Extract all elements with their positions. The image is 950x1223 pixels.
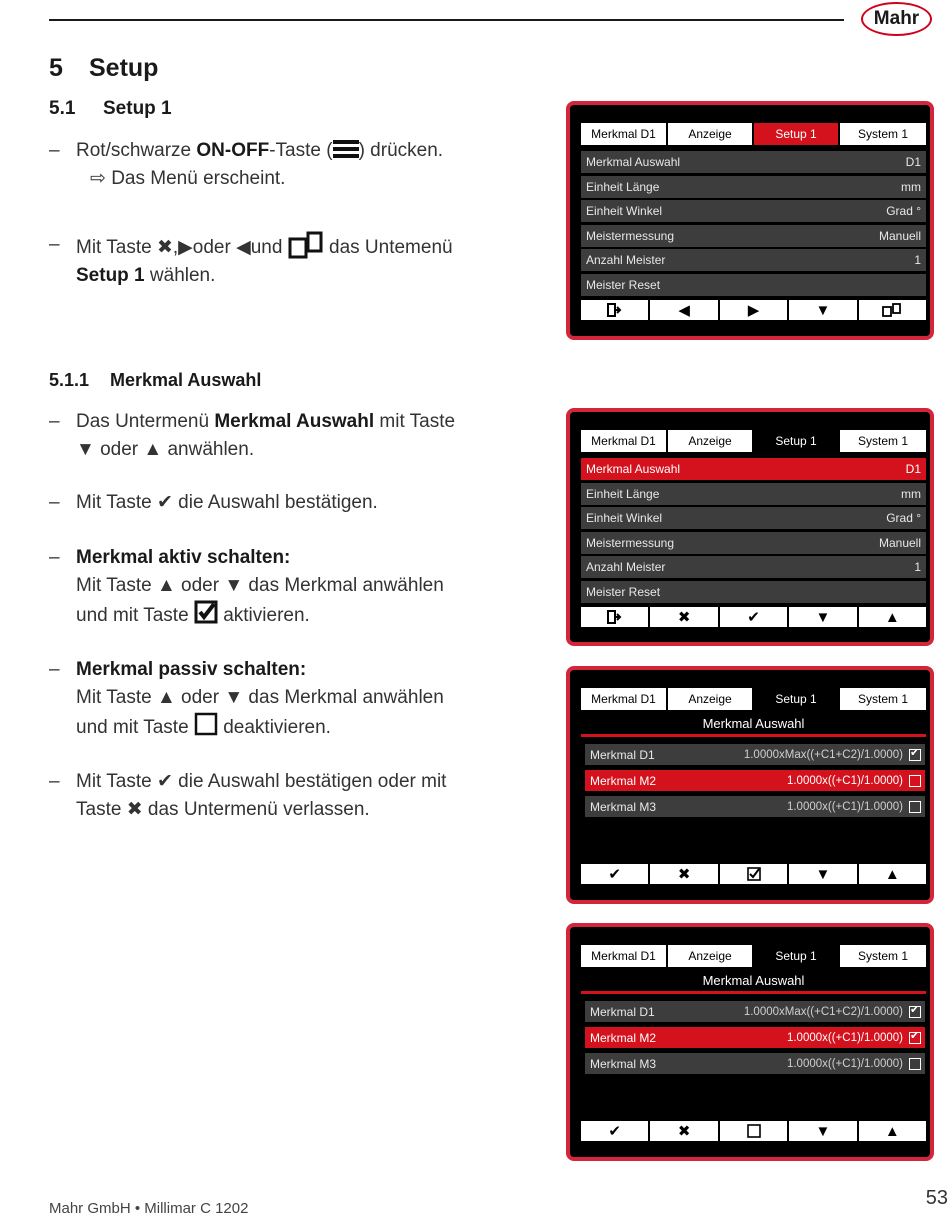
instruction-step-on-off: – Rot/schwarze ON-OFF-Taste ( ) drücken. ⇨ Das Menü erscheint.	[49, 140, 444, 189]
checkbox-empty-icon[interactable]	[909, 775, 921, 787]
device-screen-row-selected	[566, 408, 934, 646]
instruction-step-select-setup1: – Mit Taste ✖,▶oder ◀und das Untemenü Setup 1 wählen.	[49, 231, 489, 290]
check-icon: ✔	[156, 492, 173, 513]
checkbox-empty-icon[interactable]	[909, 801, 921, 813]
tab-system1[interactable]: System 1	[840, 430, 926, 452]
subsection-heading	[49, 98, 172, 120]
instruction-merkmal-select: – Das Untermenü Merkmal Auswahl mit Taste ▼ oder ▲ anwählen.	[49, 411, 456, 460]
up-arrow-icon[interactable]: ▲	[859, 607, 926, 627]
tab-system1[interactable]: System 1	[840, 123, 926, 145]
merkmal-row-m2[interactable]: Merkmal M2 1.0000x((+C1)/1.0000) ✔	[585, 1027, 925, 1048]
menu-row-einheit-laenge[interactable]: Einheit Länge mm	[581, 176, 926, 198]
setup-menu-list	[581, 458, 926, 605]
tab-system1[interactable]: System 1	[840, 688, 926, 710]
menu-row-anzahl-meister[interactable]: Anzahl Meister 1	[581, 249, 926, 271]
checkbox-checked-icon[interactable]	[720, 864, 787, 884]
down-arrow-icon[interactable]: ▼	[789, 1121, 856, 1141]
tab-anzeige[interactable]: Anzeige	[668, 430, 754, 452]
section-title: Setup	[89, 54, 159, 82]
function-key-bar	[581, 864, 926, 884]
tab-merkmal-d1[interactable]: Merkmal D1	[581, 688, 668, 710]
down-arrow-icon[interactable]: ▼	[789, 607, 856, 627]
right-arrow-icon: ▶	[178, 237, 193, 258]
subsubsection-title: Merkmal Auswahl	[110, 370, 262, 390]
merkmal-list	[585, 1001, 925, 1079]
device-screen-merkmal-list-after	[566, 923, 934, 1161]
menu-row-einheit-winkel[interactable]: Einheit Winkel Grad °	[581, 507, 926, 529]
up-arrow-icon[interactable]: ▲	[859, 864, 926, 884]
cross-icon: ✖	[156, 237, 173, 258]
subsubsection-heading	[49, 370, 261, 391]
instruction-confirm-or-exit: – Mit Taste ✔ die Auswahl bestätigen oder mit Taste ✖ das Untermenü verlassen.	[49, 771, 447, 820]
left-arrow-icon[interactable]: ◀	[650, 300, 717, 320]
screen-tab-bar	[581, 123, 926, 145]
instruction-confirm: – Mit Taste ✔ die Auswahl bestätigen.	[49, 492, 378, 513]
menu-row-meister-reset[interactable]: Meister Reset	[581, 581, 926, 603]
check-icon[interactable]: ✔	[581, 1121, 648, 1141]
tab-setup1[interactable]: Setup 1	[754, 945, 840, 967]
menu-row-meister-reset[interactable]: Meister Reset	[581, 274, 926, 296]
menu-result-text: ⇨ Das Menü erscheint.	[90, 168, 286, 189]
merkmal-auswahl-title: Merkmal Auswahl	[581, 712, 926, 737]
cross-icon[interactable]: ✖	[650, 1121, 717, 1141]
header-rule	[49, 19, 844, 21]
right-arrow-icon[interactable]: ▶	[720, 300, 787, 320]
check-icon[interactable]: ✔	[720, 607, 787, 627]
function-key-bar	[581, 607, 926, 627]
screen-tab-bar	[581, 688, 926, 710]
exit-icon[interactable]	[581, 300, 648, 320]
down-arrow-icon[interactable]: ▼	[789, 864, 856, 884]
left-arrow-icon: ◀	[236, 237, 251, 258]
subsubsection-number: 5.1.1	[49, 370, 90, 390]
tab-anzeige[interactable]: Anzeige	[668, 945, 754, 967]
merkmal-row-m2[interactable]: Merkmal M2 1.0000x((+C1)/1.0000)	[585, 770, 925, 791]
screen-tab-bar	[581, 945, 926, 967]
check-icon[interactable]: ✔	[581, 864, 648, 884]
menu-row-anzahl-meister[interactable]: Anzahl Meister 1	[581, 556, 926, 578]
merkmal-row-d1[interactable]: Merkmal D1 1.0000xMax((+C1+C2)/1.0000) ✔	[585, 744, 925, 765]
cross-icon[interactable]: ✖	[650, 864, 717, 884]
merkmal-row-m3[interactable]: Merkmal M3 1.0000x((+C1)/1.0000)	[585, 796, 925, 817]
menu-row-meistermessung[interactable]: Meistermessung Manuell	[581, 532, 926, 554]
pages-icon	[288, 231, 324, 259]
merkmal-row-d1[interactable]: Merkmal D1 1.0000xMax((+C1+C2)/1.0000) ✔	[585, 1001, 925, 1022]
instruction-activate: – Merkmal aktiv schalten: Mit Taste ▲ oder ▼ das Merkmal anwählen und mit Taste aktivieren.	[49, 547, 444, 626]
mahr-logo: Mahr	[861, 2, 932, 36]
menu-row-merkmal-auswahl[interactable]: Merkmal Auswahl D1	[581, 151, 926, 173]
pages-icon[interactable]	[859, 300, 926, 320]
checkbox-checked-icon[interactable]	[909, 749, 921, 761]
merkmal-auswahl-title: Merkmal Auswahl	[581, 969, 926, 994]
subsection-title: Setup 1	[103, 98, 172, 119]
merkmal-row-m3[interactable]: Merkmal M3 1.0000x((+C1)/1.0000)	[585, 1053, 925, 1074]
checkbox-empty-icon[interactable]	[720, 1121, 787, 1141]
function-key-bar	[581, 300, 926, 320]
tab-merkmal-d1[interactable]: Merkmal D1	[581, 430, 668, 452]
down-arrow-icon[interactable]: ▼	[789, 300, 856, 320]
subsection-number: 5.1	[49, 98, 76, 119]
screen-tab-bar	[581, 430, 926, 452]
menu-icon	[333, 139, 359, 159]
checkbox-checked-icon[interactable]	[909, 1006, 921, 1018]
tab-setup1[interactable]: Setup 1	[754, 430, 840, 452]
exit-icon[interactable]	[581, 607, 648, 627]
check-icon: ✔	[156, 771, 173, 792]
checkbox-checked-icon	[194, 600, 218, 624]
merkmal-list	[585, 744, 925, 822]
cross-icon[interactable]: ✖	[650, 607, 717, 627]
function-key-bar	[581, 1121, 926, 1141]
section-number: 5	[49, 54, 63, 82]
menu-row-einheit-laenge[interactable]: Einheit Länge mm	[581, 483, 926, 505]
tab-system1[interactable]: System 1	[840, 945, 926, 967]
menu-row-einheit-winkel[interactable]: Einheit Winkel Grad °	[581, 200, 926, 222]
tab-anzeige[interactable]: Anzeige	[668, 123, 754, 145]
tab-setup1[interactable]: Setup 1	[754, 123, 840, 145]
device-screen-merkmal-list-before	[566, 666, 934, 904]
menu-row-merkmal-auswahl[interactable]: Merkmal Auswahl D1	[581, 458, 926, 480]
menu-row-meistermessung[interactable]: Meistermessung Manuell	[581, 225, 926, 247]
cross-icon: ✖	[126, 799, 143, 820]
tab-anzeige[interactable]: Anzeige	[668, 688, 754, 710]
tab-merkmal-d1[interactable]: Merkmal D1	[581, 123, 668, 145]
footer-company: Mahr GmbH • Millimar C 1202	[49, 1200, 249, 1217]
section-heading	[49, 54, 158, 83]
checkbox-checked-icon[interactable]	[909, 1032, 921, 1044]
tab-setup1[interactable]: Setup 1	[754, 688, 840, 710]
up-arrow-icon[interactable]: ▲	[859, 1121, 926, 1141]
instruction-deactivate: – Merkmal passiv schalten: Mit Taste ▲ oder ▼ das Merkmal anwählen und mit Taste deaktivieren.	[49, 659, 444, 738]
setup-menu-list	[581, 151, 926, 298]
checkbox-empty-icon[interactable]	[909, 1058, 921, 1070]
tab-merkmal-d1[interactable]: Merkmal D1	[581, 945, 668, 967]
device-screen-setup1	[566, 101, 934, 340]
page-number: 53	[925, 1187, 948, 1209]
checkbox-empty-icon	[194, 712, 218, 736]
